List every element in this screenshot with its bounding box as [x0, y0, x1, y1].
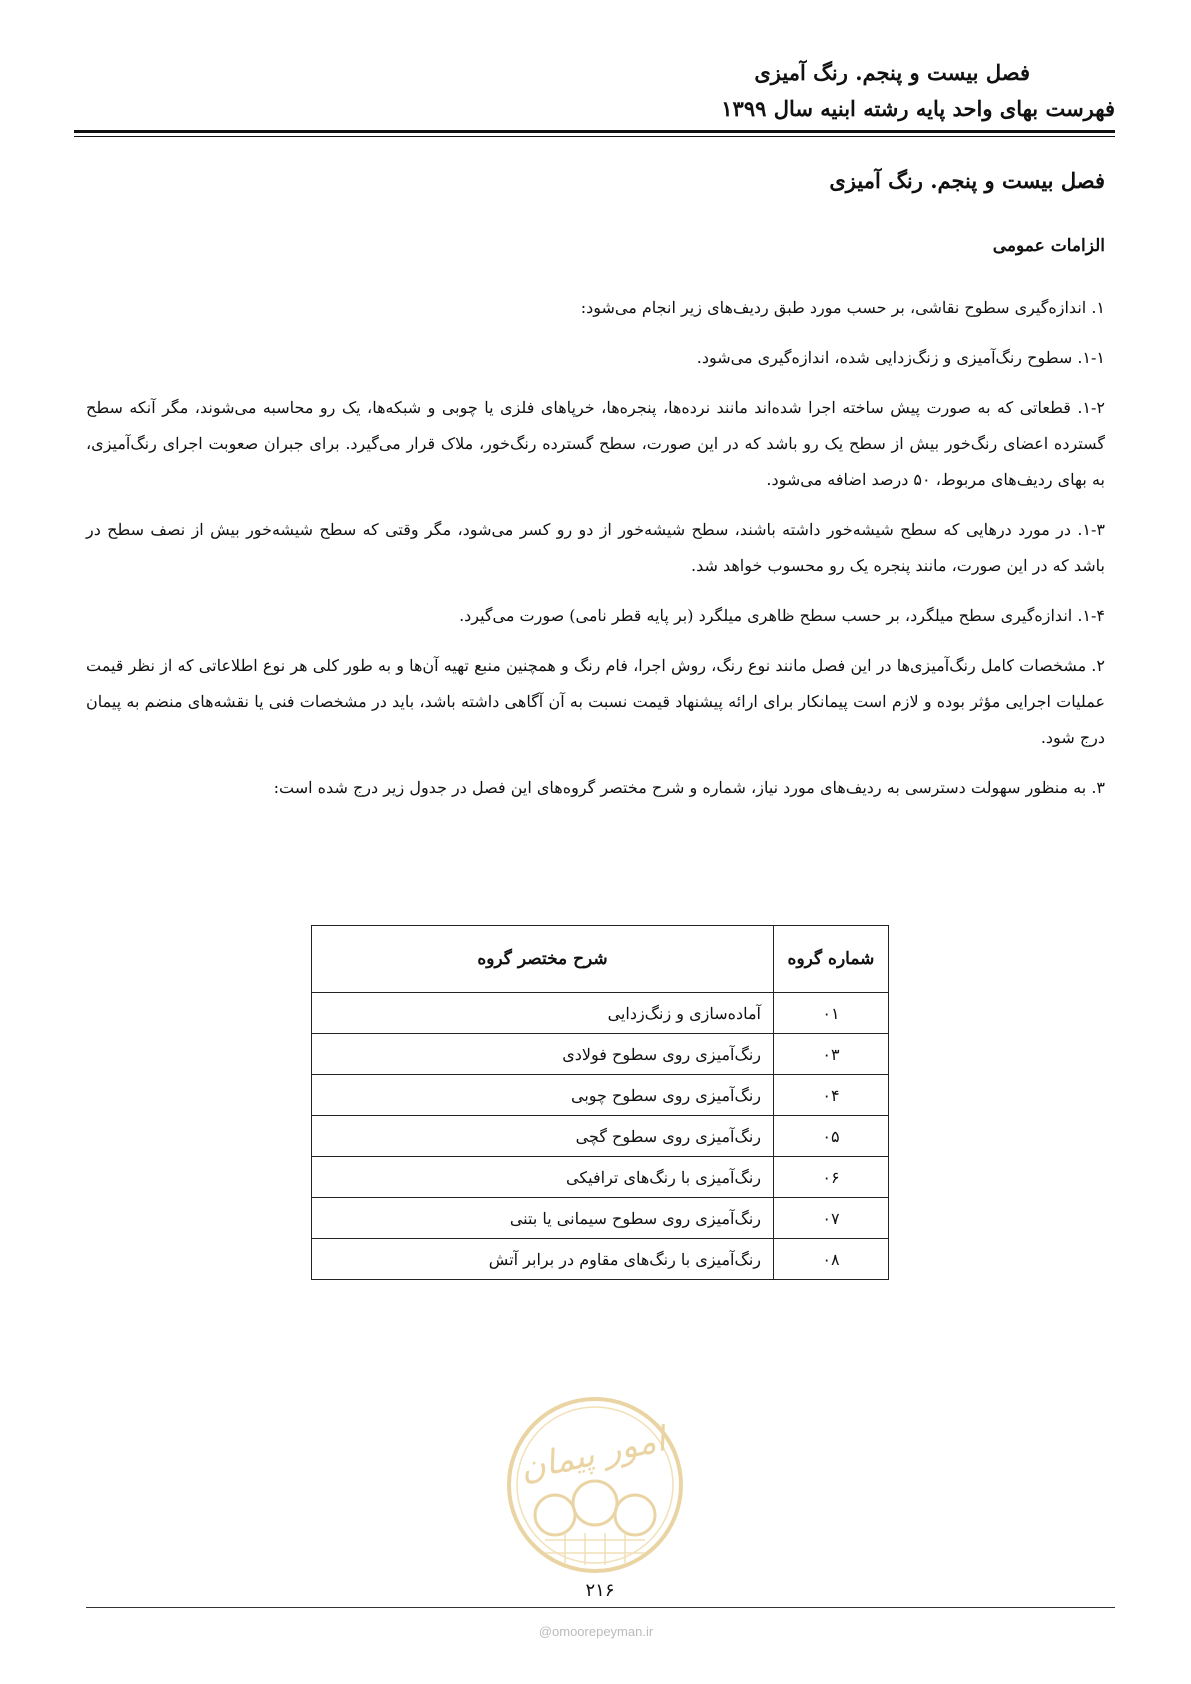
table-row	[312, 993, 889, 1034]
group-number: ۰۷	[774, 1198, 889, 1239]
group-number: ۰۴	[774, 1075, 889, 1116]
group-number: ۰۶	[774, 1157, 889, 1198]
header-catalog: فهرست بهای واحد پایه رشته ابنیه سال ۱۳۹۹	[721, 96, 1115, 121]
website-watermark: @omoorepeyman.ir	[538, 1624, 654, 1639]
paragraph-1-1: ۱-۱. سطوح رنگ‌آمیزی و زنگ‌زدایی شده، اندازه‌گیری می‌شود.	[696, 348, 1105, 367]
header-rule-thick	[74, 130, 1115, 133]
table-row	[312, 1116, 889, 1157]
page-number: ۲۱۶	[585, 1580, 615, 1601]
group-number: ۰۸	[774, 1239, 889, 1280]
table-row	[312, 1034, 889, 1075]
paragraph-2: ۲. مشخصات کامل رنگ‌آمیزی‌ها در این فصل مانند نوع رنگ، روش اجرا، فام رنگ و همچنین منبع تهیه آن‌ها و به طور کلی هر نوع اطلاعاتی که از نظر قیمت عملیات اجرایی مؤثر بوده و لازم است پیمانکار برای ارائه پیشنهاد قیمت نسبت به آن آگاهی داشته باشد، باید در مشخصات فنی یا نقشه‌های منضم به پیمان درج شود.	[86, 656, 1105, 747]
header-chapter: فصل بیست و پنجم. رنگ آمیزی	[754, 60, 1030, 85]
general-requirements-title: الزامات عمومی	[992, 236, 1105, 256]
svg-text:امور پیمان: امور پیمان	[516, 1419, 669, 1490]
header-rule-thin	[74, 136, 1115, 137]
group-desc: رنگ‌آمیزی با رنگ‌های مقاوم در برابر آتش	[312, 1239, 774, 1280]
paragraph-3: ۳. به منظور سهولت دسترسی به ردیف‌های مورد نیاز، شماره و شرح مختصر گروه‌های این فصل در جدول زیر درج شده است:	[273, 778, 1105, 797]
group-desc: رنگ‌آمیزی روی سطوح گچی	[312, 1116, 774, 1157]
group-number: ۰۵	[774, 1116, 889, 1157]
group-number: ۰۳	[774, 1034, 889, 1075]
group-desc: رنگ‌آمیزی با رنگ‌های ترافیکی	[312, 1157, 774, 1198]
section-title: فصل بیست و پنجم. رنگ آمیزی	[829, 168, 1105, 193]
paragraph-1: ۱. اندازه‌گیری سطوح نقاشی، بر حسب مورد طبق ردیف‌های زیر انجام می‌شود:	[580, 298, 1105, 317]
table-row	[312, 1075, 889, 1116]
omoorepeyman-seal-icon	[505, 1395, 685, 1575]
main-content	[86, 160, 1105, 806]
paragraph-1-2: ۱-۲. قطعاتی که به صورت پیش ساخته اجرا شده‌اند مانند نرده‌ها، پنجره‌ها، خرپاهای فلزی یا چوبی و شبکه‌ها، یک رو محاسبه می‌شوند، مگر آنکه سطح گسترده اعضای رنگ‌خور بیش از سطح یک رو باشد که در این صورت، سطح گسترده رنگ‌خور، ملاک قرار می‌گیرد. برای جبران صعوبت اجرای رنگ‌آمیزی، به بهای ردیف‌های مربوط، ۵۰ درصد اضافه می‌شود.	[86, 398, 1105, 489]
group-number: ۰۱	[774, 993, 889, 1034]
paragraph-1-4: ۱-۴. اندازه‌گیری سطح میلگرد، بر حسب سطح ظاهری میلگرد (بر پایه قطر نامی) صورت می‌گیرد.	[459, 606, 1105, 625]
group-desc: رنگ‌آمیزی روی سطوح سیمانی یا بتنی	[312, 1198, 774, 1239]
col-header-desc: شرح مختصر گروه	[312, 926, 774, 993]
table-row	[312, 1198, 889, 1239]
footer-rule	[86, 1607, 1115, 1608]
paragraph-1-3: ۱-۳. در مورد درهایی که سطح شیشه‌خور داشته باشند، سطح شیشه‌خور از دو رو کسر می‌شود، مگر وقتی که سطح شیشه‌خور بیش از نصف سطح در باشد که در این صورت، مانند پنجره یک رو محسوب خواهد شد.	[86, 520, 1105, 575]
table-row	[312, 1157, 889, 1198]
group-desc: رنگ‌آمیزی روی سطوح فولادی	[312, 1034, 774, 1075]
group-desc: رنگ‌آمیزی روی سطوح چوبی	[312, 1075, 774, 1116]
group-desc: آماده‌سازی و زنگ‌زدایی	[312, 993, 774, 1034]
groups-table	[311, 925, 889, 1280]
table-header-row	[312, 926, 889, 993]
table-row	[312, 1239, 889, 1280]
col-header-number: شماره گروه	[774, 926, 889, 993]
